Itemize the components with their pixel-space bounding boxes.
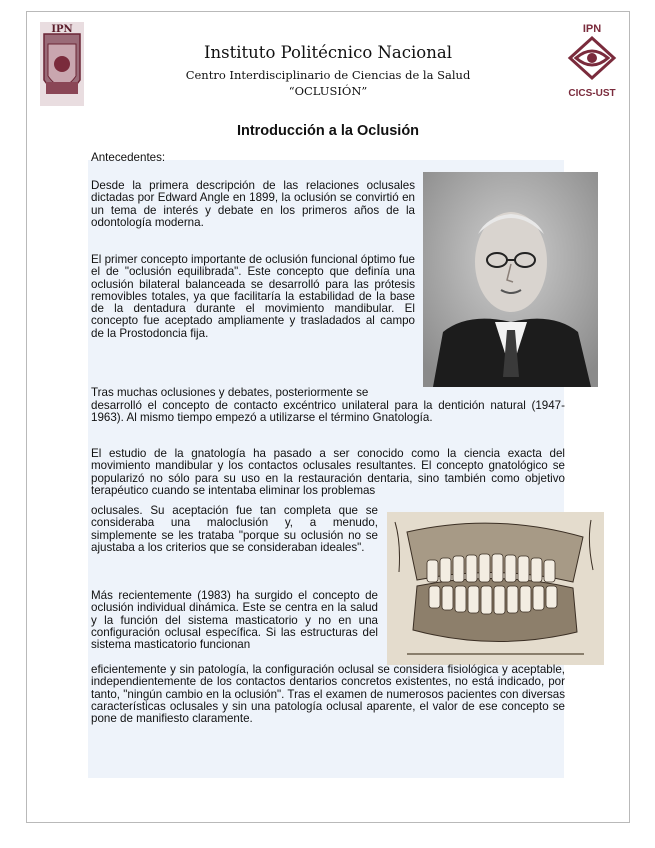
section-label: Antecedentes:	[91, 151, 166, 164]
svg-text:IPN: IPN	[582, 23, 602, 35]
dental-arch-illustration	[387, 512, 604, 665]
edward-angle-portrait	[423, 172, 598, 387]
svg-text:CICS-UST: CICS-UST	[568, 88, 616, 99]
document-subject: “OCLUSIÓN”	[288, 84, 368, 98]
institution-name: Instituto Politécnico Nacional	[204, 43, 452, 62]
document-page	[26, 11, 630, 823]
center-name: Centro Interdisciplinario de Ciencias de la Salud	[185, 68, 471, 82]
paragraph-5: Más recientemente (1983) ha surgido el concepto de oclusión individual dinámica. Este se centra en la salud y la función del sistema masticatorio y no en una configuración oclusal específica. Si las estructuras del sistema masticatorio funcionan	[91, 589, 378, 652]
paragraph-3: desarrolló el concepto de contacto excéntrico unilateral para la dentición natural (1947-1963). Al mismo tiempo empezó a utilizarse el término Gnatología.	[91, 399, 565, 425]
paragraph-4-continued: oclusales. Su aceptación fue tan completa que se consideraba una maloclusión y, a menudo, simplemente se les trataba "porque su oclusión no se ajustaba a los criterios que se consideraban ideales".	[91, 504, 378, 554]
paragraph-3-lead: Tras muchas oclusiones y debates, posteriormente se	[91, 386, 369, 399]
paragraph-2: El primer concepto importante de oclusión funcional óptimo fue el de "oclusión equilibrada". Este concepto que definía una oclusión bilateral balanceada se desarrolló para las prótesis removibles totales, ya que facilitaría la estabilidad de la base de la dentadura durante el movimiento mandibular. El concepto fue aceptado ampliamente y trasladados al campo de la Prostodoncia fija.	[91, 253, 415, 340]
page-title: Introducción a la Oclusión	[236, 123, 420, 139]
paragraph-4: El estudio de la gnatología ha pasado a ser conocido como la ciencia exacta del movimiento mandibular y los contactos oclusales resultantes. El concepto gnatológico se popularizó no sólo para su uso en la restauración dentaria, sino también como objetivo terapéutico cuando se intentaba eliminar los problemas	[91, 447, 565, 497]
paragraph-5-continued: eficientemente y sin patología, la configuración oclusal se considera fisiológica y aceptable, independientemente de los contactos dentarios concretos existentes, no está indicado, por tanto, "ningún cambio en la oclusión". Tras el examen de numerosos pacientes con diversas características oclusales y sin una patología oclusal aparente, el valor de ese concepto se pone de manifiesto claramente.	[91, 663, 565, 726]
paragraph-1: Desde la primera descripción de las relaciones oclusales dictadas por Edward Angle en 1899, la oclusión se convirtió en un tema de interés y debate en los primeros años de la odontología moderna.	[91, 179, 415, 229]
svg-text:IPN: IPN	[51, 24, 73, 35]
